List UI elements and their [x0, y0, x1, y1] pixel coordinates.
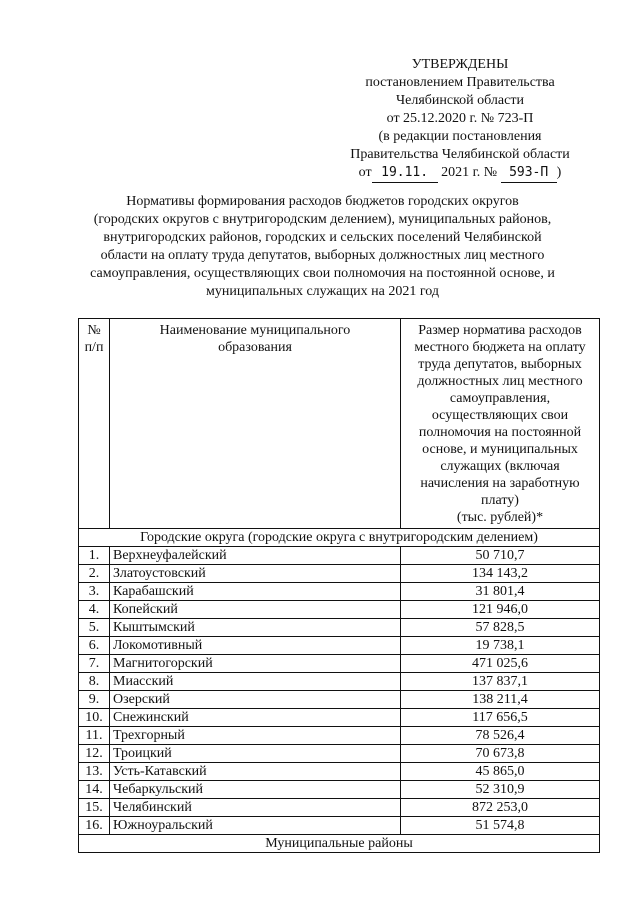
- cell-value: 471 025,6: [401, 655, 600, 673]
- year-text: 2021 г. №: [441, 165, 498, 180]
- table-row: [79, 655, 600, 673]
- cell-name: Челябинский: [110, 799, 401, 817]
- cell-name: Озерский: [110, 691, 401, 709]
- cell-name: Карабашский: [110, 583, 401, 601]
- cell-name: Миасский: [110, 673, 401, 691]
- close-paren: ): [556, 165, 562, 180]
- cell-value: 138 211,4: [401, 691, 600, 709]
- section-row-municipal-districts: [79, 835, 600, 853]
- cell-value: 19 738,1: [401, 637, 600, 655]
- cell-value: 51 574,8: [401, 817, 600, 835]
- header-value-line: служащих (включая: [440, 459, 560, 474]
- approval-date-line: [330, 164, 590, 183]
- section-title-city-districts: Городские округа (городские округа с внутригородским делением): [79, 529, 600, 547]
- cell-name: Трехгорный: [110, 727, 401, 745]
- cell-value: 121 946,0: [401, 601, 600, 619]
- header-value-line: полномочия на постоянной: [418, 425, 582, 440]
- table-row: [79, 817, 600, 835]
- header-value-line: (тыс. рублей)*: [456, 510, 544, 525]
- cell-name: Златоустовский: [110, 565, 401, 583]
- header-num-line-1: №: [87, 323, 101, 338]
- cell-value: 57 828,5: [401, 619, 600, 637]
- approval-line-5: Правительства Челябинской области: [350, 147, 570, 162]
- approval-line-2: Челябинской области: [396, 93, 524, 108]
- cell-num: 6.: [79, 637, 110, 655]
- cell-value: 45 865,0: [401, 763, 600, 781]
- header-value-line: начисления на заработную: [420, 476, 580, 491]
- cell-value: 117 656,5: [401, 709, 600, 727]
- table-row: [79, 763, 600, 781]
- header-value-line: осуществляющих свои: [431, 408, 569, 423]
- cell-num: 5.: [79, 619, 110, 637]
- date-prefix: от: [358, 165, 372, 180]
- header-num: [79, 319, 110, 529]
- cell-num: 16.: [79, 817, 110, 835]
- cell-value: 52 310,9: [401, 781, 600, 799]
- title-line-6: муниципальных служащих на 2021 год: [206, 284, 439, 299]
- table-row: [79, 565, 600, 583]
- cell-name: Магнитогорский: [110, 655, 401, 673]
- approval-line-3: от 25.12.2020 г. № 723-П: [386, 111, 534, 126]
- header-value-line: местного бюджета на оплату: [414, 340, 586, 355]
- approval-line-4: (в редакции постановления: [378, 129, 542, 144]
- table-row: [79, 781, 600, 799]
- cell-num: 10.: [79, 709, 110, 727]
- table-header-row: [79, 319, 600, 529]
- table-row: [79, 799, 600, 817]
- title-line-2: (городских округов с внутригородским делением), муниципальных районов,: [93, 212, 552, 227]
- header-value-line: должностных лиц местного: [417, 374, 583, 389]
- title-line-3: внутригородских районов, городских и сельских поселений Челябинской: [103, 230, 542, 245]
- header-value-line: Размер норматива расходов: [418, 323, 582, 338]
- table-row: [79, 709, 600, 727]
- cell-name: Копейский: [110, 601, 401, 619]
- header-name: [110, 319, 401, 529]
- section-title-municipal-districts: Муниципальные районы: [79, 835, 600, 853]
- cell-value: 137 837,1: [401, 673, 600, 691]
- cell-name: Снежинский: [110, 709, 401, 727]
- handwritten-number: 593-П: [501, 164, 557, 183]
- cell-num: 15.: [79, 799, 110, 817]
- table-row: [79, 547, 600, 565]
- title-line-5: самоуправления, осуществляющих свои полномочия на постоянной основе, и: [90, 266, 555, 281]
- table-row: [79, 727, 600, 745]
- header-value-line: плату): [481, 493, 519, 508]
- header-value-line: самоуправления,: [449, 391, 551, 406]
- table-row: [79, 583, 600, 601]
- cell-value: 70 673,8: [401, 745, 600, 763]
- cell-name: Локомотивный: [110, 637, 401, 655]
- header-name-line-1: Наименование муниципального: [159, 323, 351, 338]
- header-name-line-2: образования: [218, 340, 292, 355]
- document-title: [60, 193, 585, 301]
- cell-name: Кыштымский: [110, 619, 401, 637]
- cell-num: 3.: [79, 583, 110, 601]
- cell-num: 11.: [79, 727, 110, 745]
- cell-value: 78 526,4: [401, 727, 600, 745]
- cell-value: 50 710,7: [401, 547, 600, 565]
- cell-num: 7.: [79, 655, 110, 673]
- table-row: [79, 637, 600, 655]
- cell-num: 12.: [79, 745, 110, 763]
- approval-title: УТВЕРЖДЕНЫ: [411, 57, 509, 72]
- table-row: [79, 673, 600, 691]
- cell-num: 1.: [79, 547, 110, 565]
- title-line-4: области на оплату труда депутатов, выборных должностных лиц местного: [100, 248, 545, 263]
- cell-num: 9.: [79, 691, 110, 709]
- table-row: [79, 691, 600, 709]
- table-row: [79, 601, 600, 619]
- norms-table: [78, 318, 600, 853]
- cell-name: Усть-Катавский: [110, 763, 401, 781]
- cell-value: 134 143,2: [401, 565, 600, 583]
- cell-num: 2.: [79, 565, 110, 583]
- cell-name: Троицкий: [110, 745, 401, 763]
- table-row: [79, 745, 600, 763]
- cell-num: 8.: [79, 673, 110, 691]
- cell-name: Верхнеуфалейский: [110, 547, 401, 565]
- header-num-line-2: п/п: [84, 340, 104, 355]
- cell-num: 13.: [79, 763, 110, 781]
- cell-num: 14.: [79, 781, 110, 799]
- approval-line-1: постановлением Правительства: [365, 75, 555, 90]
- cell-value: 872 253,0: [401, 799, 600, 817]
- cell-name: Чебаркульский: [110, 781, 401, 799]
- header-value: [401, 319, 600, 529]
- handwritten-date: 19.11.: [372, 164, 438, 183]
- section-row-city-districts: [79, 529, 600, 547]
- header-value-line: основе, и муниципальных: [422, 442, 578, 457]
- table-row: [79, 619, 600, 637]
- approval-block: [330, 56, 590, 183]
- cell-num: 4.: [79, 601, 110, 619]
- cell-value: 31 801,4: [401, 583, 600, 601]
- title-line-1: Нормативы формирования расходов бюджетов городских округов: [126, 194, 519, 209]
- header-value-line: труда депутатов, выборных: [418, 357, 582, 372]
- cell-name: Южноуральский: [110, 817, 401, 835]
